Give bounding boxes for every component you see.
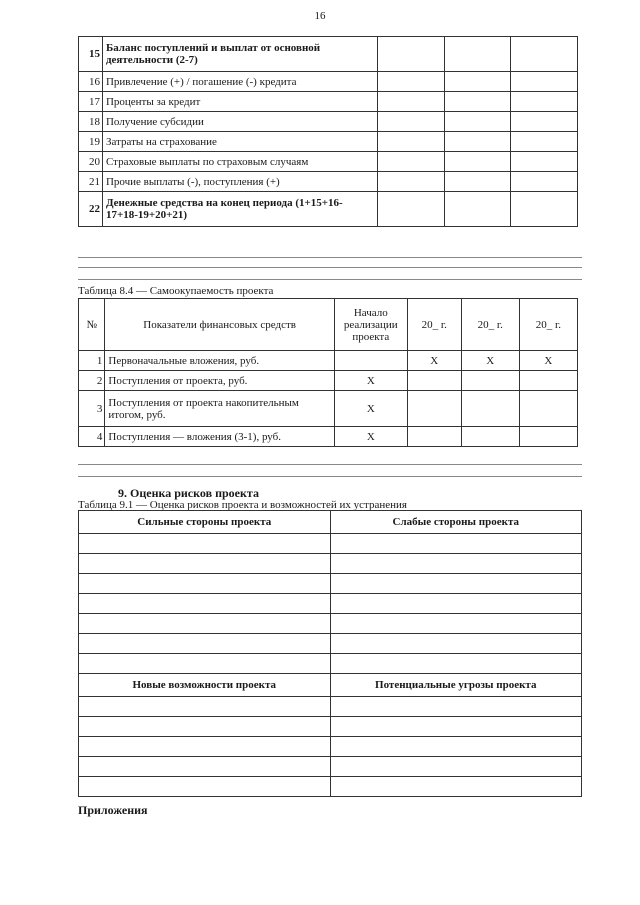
table-row — [79, 757, 582, 777]
value-cell — [511, 72, 578, 92]
year-cell — [407, 371, 461, 391]
value-cell — [378, 152, 445, 172]
row-number: 15 — [79, 37, 103, 72]
input-cell — [330, 574, 582, 594]
value-cell — [511, 132, 578, 152]
value-cell — [444, 132, 511, 152]
input-cell — [330, 554, 582, 574]
header-year: 20_ г. — [407, 299, 461, 351]
row-label: Прочие выплаты (-), поступления (+) — [102, 172, 377, 192]
table-row — [79, 737, 582, 757]
row-number: 3 — [79, 391, 105, 427]
row-label: Затраты на страхование — [102, 132, 377, 152]
header-indicator: Показатели финансовых средств — [105, 299, 334, 351]
year-cell — [461, 391, 519, 427]
divider — [78, 279, 582, 280]
table-row — [79, 554, 582, 574]
input-cell — [79, 594, 331, 614]
table-row — [79, 112, 578, 132]
value-cell — [511, 192, 578, 227]
value-cell — [511, 172, 578, 192]
header-opportunities: Новые возможности проекта — [79, 674, 331, 697]
header-start: Начало реализации проекта — [334, 299, 407, 351]
year-cell: X — [407, 351, 461, 371]
start-cell: X — [334, 371, 407, 391]
input-cell — [79, 737, 331, 757]
value-cell — [444, 37, 511, 72]
value-cell — [511, 92, 578, 112]
header-threats: Потенциальные угрозы проекта — [330, 674, 582, 697]
row-label: Поступления от проекта, руб. — [105, 371, 334, 391]
value-cell — [444, 72, 511, 92]
table-row — [79, 777, 582, 797]
table-row — [79, 192, 578, 227]
header-year: 20_ г. — [461, 299, 519, 351]
row-label: Получение субсидии — [102, 112, 377, 132]
input-cell — [79, 574, 331, 594]
table-row — [79, 574, 582, 594]
table-row — [79, 697, 582, 717]
table-row — [79, 391, 578, 427]
input-cell — [79, 614, 331, 634]
year-cell — [461, 427, 519, 447]
row-number: 16 — [79, 72, 103, 92]
year-cell — [519, 427, 577, 447]
input-cell — [330, 634, 582, 654]
table-row — [79, 132, 578, 152]
input-cell — [330, 757, 582, 777]
year-cell — [461, 371, 519, 391]
table-row — [79, 427, 578, 447]
input-cell — [79, 717, 331, 737]
table-row — [79, 717, 582, 737]
start-cell — [334, 351, 407, 371]
table-row — [79, 654, 582, 674]
swot-table — [78, 510, 582, 797]
year-cell — [519, 391, 577, 427]
input-cell — [330, 654, 582, 674]
input-cell — [79, 757, 331, 777]
year-cell: X — [519, 351, 577, 371]
input-cell — [330, 737, 582, 757]
value-cell — [444, 172, 511, 192]
input-cell — [79, 534, 331, 554]
row-label: Поступления — вложения (3-1), руб. — [105, 427, 334, 447]
start-cell: X — [334, 391, 407, 427]
row-label: Первоначальные вложения, руб. — [105, 351, 334, 371]
row-number: 17 — [79, 92, 103, 112]
table-row — [79, 152, 578, 172]
value-cell — [378, 192, 445, 227]
value-cell — [444, 112, 511, 132]
table-row — [79, 634, 582, 654]
row-label: Страховые выплаты по страховым случаям — [102, 152, 377, 172]
row-number: 20 — [79, 152, 103, 172]
row-label: Денежные средства на конец периода (1+15+16-17+18-19+20+21) — [102, 192, 377, 227]
value-cell — [511, 112, 578, 132]
year-cell — [407, 427, 461, 447]
table-caption-9-1: Таблица 9.1 — Оценка рисков проекта и возможностей их устранения — [78, 499, 407, 511]
row-number: 1 — [79, 351, 105, 371]
header-row — [79, 674, 582, 697]
row-number: 21 — [79, 172, 103, 192]
table-row — [79, 351, 578, 371]
row-number: 19 — [79, 132, 103, 152]
row-label: Привлечение (+) / погашение (-) кредита — [102, 72, 377, 92]
value-cell — [378, 172, 445, 192]
divider — [78, 476, 582, 477]
table-caption-8-4: Таблица 8.4 — Самоокупаемость проекта — [78, 285, 274, 297]
value-cell — [378, 37, 445, 72]
row-number: 18 — [79, 112, 103, 132]
header-year: 20_ г. — [519, 299, 577, 351]
cashflow-table — [78, 36, 578, 227]
table-row — [79, 172, 578, 192]
year-cell — [407, 391, 461, 427]
value-cell — [444, 92, 511, 112]
divider — [78, 267, 582, 268]
value-cell — [444, 152, 511, 172]
year-cell: X — [461, 351, 519, 371]
header-num: № — [79, 299, 105, 351]
input-cell — [79, 697, 331, 717]
input-cell — [330, 697, 582, 717]
input-cell — [330, 614, 582, 634]
divider — [78, 464, 582, 465]
header-weaknesses: Слабые стороны проекта — [330, 511, 582, 534]
row-label: Проценты за кредит — [102, 92, 377, 112]
value-cell — [378, 92, 445, 112]
appendix-heading: Приложения — [78, 803, 148, 817]
year-cell — [519, 371, 577, 391]
value-cell — [378, 132, 445, 152]
row-number: 22 — [79, 192, 103, 227]
divider — [78, 257, 582, 258]
table-row — [79, 614, 582, 634]
input-cell — [330, 534, 582, 554]
value-cell — [444, 192, 511, 227]
table-row — [79, 371, 578, 391]
input-cell — [79, 554, 331, 574]
table-row — [79, 72, 578, 92]
section-title: 9. Оценка рисков проекта — [118, 486, 259, 500]
input-cell — [330, 777, 582, 797]
input-cell — [330, 594, 582, 614]
table-row — [79, 594, 582, 614]
payback-table — [78, 298, 578, 447]
value-cell — [511, 37, 578, 72]
row-label: Баланс поступлений и выплат от основной деятельности (2-7) — [102, 37, 377, 72]
table-row — [79, 92, 578, 112]
value-cell — [378, 72, 445, 92]
page-number: 16 — [314, 10, 326, 22]
header-strengths: Сильные стороны проекта — [79, 511, 331, 534]
start-cell: X — [334, 427, 407, 447]
input-cell — [79, 654, 331, 674]
input-cell — [79, 634, 331, 654]
row-number: 2 — [79, 371, 105, 391]
row-label: Поступления от проекта накопительным итогом, руб. — [105, 391, 334, 427]
value-cell — [378, 112, 445, 132]
input-cell — [330, 717, 582, 737]
table-row — [79, 37, 578, 72]
row-number: 4 — [79, 427, 105, 447]
table-row — [79, 534, 582, 554]
value-cell — [511, 152, 578, 172]
input-cell — [79, 777, 331, 797]
